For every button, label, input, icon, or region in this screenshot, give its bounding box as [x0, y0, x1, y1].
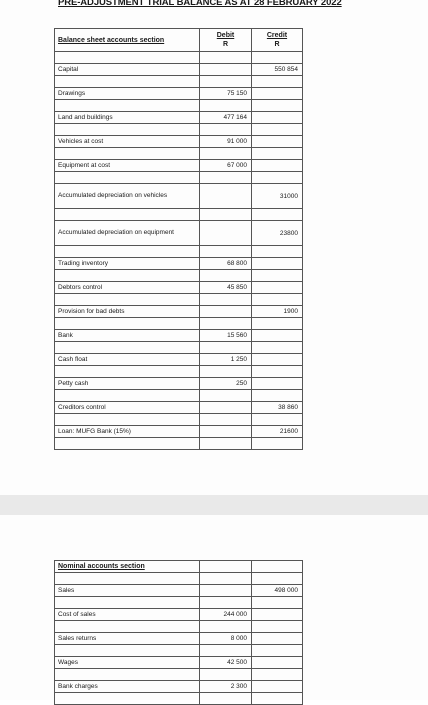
section-header: Balance sheet accounts section	[55, 29, 200, 52]
table-row	[55, 657, 303, 669]
debit-amount: 2 300	[200, 681, 252, 693]
debit-amount: 67 000	[200, 160, 252, 172]
spacer-row	[55, 172, 303, 184]
table-row	[55, 330, 303, 342]
spacer-row	[55, 76, 303, 88]
spacer-row	[55, 438, 303, 450]
debit-amount: 1 250	[200, 354, 252, 366]
spacer-row	[55, 621, 303, 633]
credit-amount	[252, 136, 303, 148]
spacer-row	[55, 246, 303, 258]
credit-amount	[252, 633, 303, 645]
table-row	[55, 585, 303, 597]
table-row	[55, 88, 303, 100]
debit-amount	[200, 64, 252, 76]
credit-amount: 550 854	[252, 64, 303, 76]
account-label: Drawings	[55, 88, 200, 100]
spacer-row	[55, 597, 303, 609]
account-label: Sales	[55, 585, 200, 597]
table-row	[55, 136, 303, 148]
debit-amount: 91 000	[200, 136, 252, 148]
credit-amount	[252, 681, 303, 693]
table-header-row	[55, 29, 303, 52]
account-label: Wages	[55, 657, 200, 669]
spacer-row	[55, 100, 303, 112]
credit-amount	[252, 330, 303, 342]
debit-amount: 8 000	[200, 633, 252, 645]
credit-amount: 38 860	[252, 402, 303, 414]
debit-header: Debit R	[200, 29, 252, 52]
table-row	[55, 426, 303, 438]
credit-amount	[252, 112, 303, 124]
debit-amount: 75 150	[200, 88, 252, 100]
spacer-row	[55, 294, 303, 306]
table-row	[55, 354, 303, 366]
table-row	[55, 160, 303, 172]
credit-amount	[252, 258, 303, 270]
credit-amount: 1900	[252, 306, 303, 318]
debit-amount	[200, 184, 252, 209]
account-label: Vehicles at cost	[55, 136, 200, 148]
balance-sheet-table	[54, 28, 303, 450]
spacer-row	[55, 342, 303, 354]
account-label: Petty cash	[55, 378, 200, 390]
debit-amount: 244 000	[200, 609, 252, 621]
spacer-row	[55, 414, 303, 426]
spacer-row	[55, 693, 303, 705]
account-label: Sales returns	[55, 633, 200, 645]
credit-header: Credit R	[252, 29, 303, 52]
credit-amount	[252, 378, 303, 390]
table-row	[55, 633, 303, 645]
credit-amount	[252, 657, 303, 669]
spacer-row	[55, 366, 303, 378]
debit-amount	[200, 426, 252, 438]
debit-amount: 42 500	[200, 657, 252, 669]
account-label: Loan: MUFG Bank (15%)	[55, 426, 200, 438]
debit-amount	[200, 221, 252, 246]
account-label: Bank	[55, 330, 200, 342]
table-row	[55, 221, 303, 246]
debit-amount: 68 800	[200, 258, 252, 270]
table-row	[55, 306, 303, 318]
credit-amount	[252, 354, 303, 366]
table-row	[55, 681, 303, 693]
document-title: PRE-ADJUSTMENT TRIAL BALANCE AS AT 28 FEBRUARY 2022	[58, 0, 342, 8]
account-label: Provision for bad debts	[55, 306, 200, 318]
debit-amount: 15 560	[200, 330, 252, 342]
account-label: Trading inventory	[55, 258, 200, 270]
debit-amount: 45 850	[200, 282, 252, 294]
account-label: Bank charges	[55, 681, 200, 693]
credit-amount	[252, 282, 303, 294]
debit-amount	[200, 585, 252, 597]
account-label: Accumulated depreciation on equipment	[55, 221, 200, 246]
account-label: Debtors control	[55, 282, 200, 294]
spacer-row	[55, 270, 303, 282]
debit-amount: 477 164	[200, 112, 252, 124]
table-row	[55, 609, 303, 621]
credit-amount: 31000	[252, 184, 303, 209]
table-row	[55, 184, 303, 209]
spacer-row	[55, 318, 303, 330]
table-row	[55, 378, 303, 390]
credit-amount: 23800	[252, 221, 303, 246]
credit-amount	[252, 609, 303, 621]
credit-amount: 498 000	[252, 585, 303, 597]
table-row	[55, 282, 303, 294]
debit-amount	[200, 402, 252, 414]
account-label: Land and buildings	[55, 112, 200, 124]
page-gap	[0, 495, 428, 515]
spacer-row	[55, 52, 303, 64]
table-row	[55, 64, 303, 76]
section-header: Nominal accounts section	[55, 561, 200, 573]
spacer-row	[55, 645, 303, 657]
account-label: Cost of sales	[55, 609, 200, 621]
credit-amount	[252, 88, 303, 100]
table-row	[55, 402, 303, 414]
spacer-row	[55, 148, 303, 160]
spacer-row	[55, 669, 303, 681]
account-label: Creditors control	[55, 402, 200, 414]
spacer-row	[55, 390, 303, 402]
account-label: Accumulated depreciation on vehicles	[55, 184, 200, 209]
table-row	[55, 258, 303, 270]
debit-amount: 250	[200, 378, 252, 390]
table-header-row	[55, 561, 303, 573]
account-label: Capital	[55, 64, 200, 76]
debit-amount	[200, 306, 252, 318]
account-label: Cash float	[55, 354, 200, 366]
table-row	[55, 112, 303, 124]
spacer-row	[55, 209, 303, 221]
credit-amount	[252, 160, 303, 172]
spacer-row	[55, 573, 303, 585]
nominal-table	[54, 560, 303, 705]
credit-amount: 21600	[252, 426, 303, 438]
account-label: Equipment at cost	[55, 160, 200, 172]
spacer-row	[55, 124, 303, 136]
